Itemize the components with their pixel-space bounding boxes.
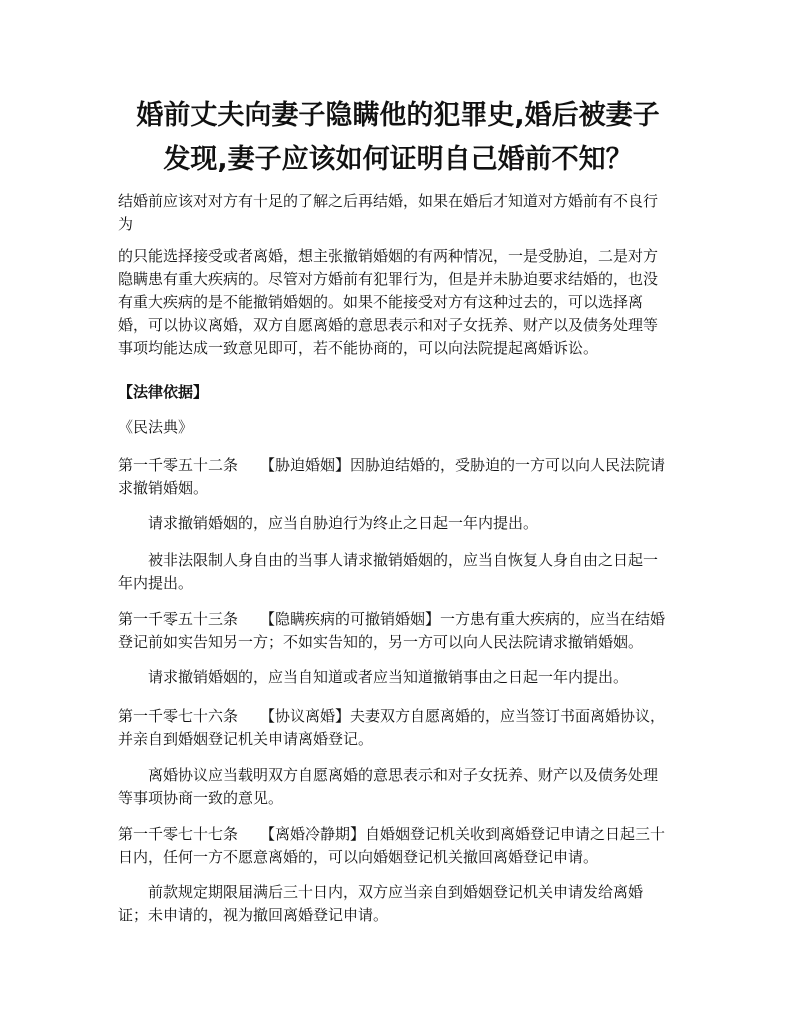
title-line-1: 婚前丈夫向妻子隐瞒他的犯罪史,婚后被妻子 — [136, 100, 660, 131]
article-1077-clause-2 — [118, 881, 682, 927]
para1-line-5: 事项均能达成一致意见即可，若不能协商的，可以向法院提起离婚诉讼。 — [118, 339, 599, 357]
article-1052-clause-3-line-2: 年内提出。 — [118, 574, 194, 592]
article-1077 — [118, 823, 682, 869]
para1-line-2: 隐瞒患有重大疾病的。尽管对方婚前有犯罪行为，但是并未胁迫要求结婚的，也没 — [118, 270, 659, 288]
article-1053-clause-2-text: 请求撤销婚姻的，应当自知道或者应当知道撤销事由之日起一年内提出。 — [148, 668, 629, 686]
legal-basis-heading: 【法律依据】 — [118, 383, 209, 401]
article-1053-line-1 — [118, 608, 682, 631]
para1-line-3: 有重大疾病的是不能撤销婚姻的。如果不能接受对方有这种过去的，可以选择离 — [118, 293, 644, 311]
article-1076-clause-2 — [118, 764, 682, 810]
law-name: 《民法典》 — [118, 418, 194, 436]
article-1077-text: 【离婚冷静期】自婚姻登记机关收到离婚登记申请之日起三十 — [260, 825, 666, 843]
article-1077-clause-2-line-1: 前款规定期限届满后三十日内，双方应当亲自到婚姻登记机关申请发给离婚 — [148, 883, 644, 901]
article-1053-line-2: 登记前如实告知另一方；不如实告知的，另一方可以向人民法院请求撤销婚姻。 — [118, 633, 644, 651]
para1-line-1: 的只能选择接受或者离婚，想主张撤销婚姻的有两种情况，一是受胁迫，二是对方 — [118, 247, 659, 265]
article-1076-number: 第一千零七十六条 — [118, 707, 239, 725]
title-line-2: 发现,妻子应该如何证明自己婚前不知？ — [163, 144, 633, 175]
body-paragraph-1 — [118, 245, 682, 360]
article-1076-clause-2-line-1: 离婚协议应当载明双方自愿离婚的意思表示和对子女抚养、财产以及债务处理 — [148, 766, 659, 784]
intro-line-1: 结婚前应该对对方有十足的了解之后再结婚，如果在婚后才知道对方婚前有不良行 — [118, 192, 659, 210]
article-1053-clause-2 — [118, 666, 682, 689]
article-1053-number: 第一千零五十三条 — [118, 610, 239, 628]
article-1052-clause-3 — [118, 549, 682, 595]
intro-line-2: 为 — [118, 215, 134, 233]
article-1053 — [118, 608, 682, 654]
article-1052-line-2: 求撤销婚姻。 — [118, 479, 209, 497]
article-1052-clause-2-text: 请求撤销婚姻的，应当自胁迫行为终止之日起一年内提出。 — [148, 514, 539, 532]
article-1076-line-2: 并亲自到婚姻登记机关申请离婚登记。 — [118, 730, 374, 748]
article-1052 — [118, 454, 682, 500]
article-1077-number: 第一千零七十七条 — [118, 825, 239, 843]
article-1052-clause-3-line-1: 被非法限制人身自由的当事人请求撤销婚姻的，应当自恢复人身自由之日起一 — [148, 551, 659, 569]
article-1076-text: 【协议离婚】夫妻双方自愿离婚的，应当签订书面离婚协议， — [260, 707, 666, 725]
article-1053-text: 【隐瞒疾病的可撤销婚姻】一方患有重大疾病的，应当在结婚 — [260, 610, 666, 628]
article-1052-number: 第一千零五十二条 — [118, 456, 239, 474]
article-1052-text: 【胁迫婚姻】因胁迫结婚的，受胁迫的一方可以向人民法院请 — [260, 456, 666, 474]
article-1077-line-2: 日内，任何一方不愿意离婚的，可以向婚姻登记机关撤回离婚登记申请。 — [118, 848, 599, 866]
article-1077-clause-2-line-2: 证；未申请的，视为撤回离婚登记申请。 — [118, 906, 389, 924]
article-1077-line-1 — [118, 823, 682, 846]
article-1052-line-1 — [118, 454, 682, 477]
article-1076 — [118, 705, 682, 751]
article-1052-clause-2 — [118, 512, 682, 535]
article-1076-clause-2-line-2: 等事项协商一致的意见。 — [118, 789, 284, 807]
para1-line-4: 婚，可以协议离婚，双方自愿离婚的意思表示和对子女抚养、财产以及债务处理等 — [118, 316, 659, 334]
document-title — [100, 94, 696, 182]
article-1076-line-1 — [118, 705, 682, 728]
intro-paragraph — [118, 190, 682, 236]
